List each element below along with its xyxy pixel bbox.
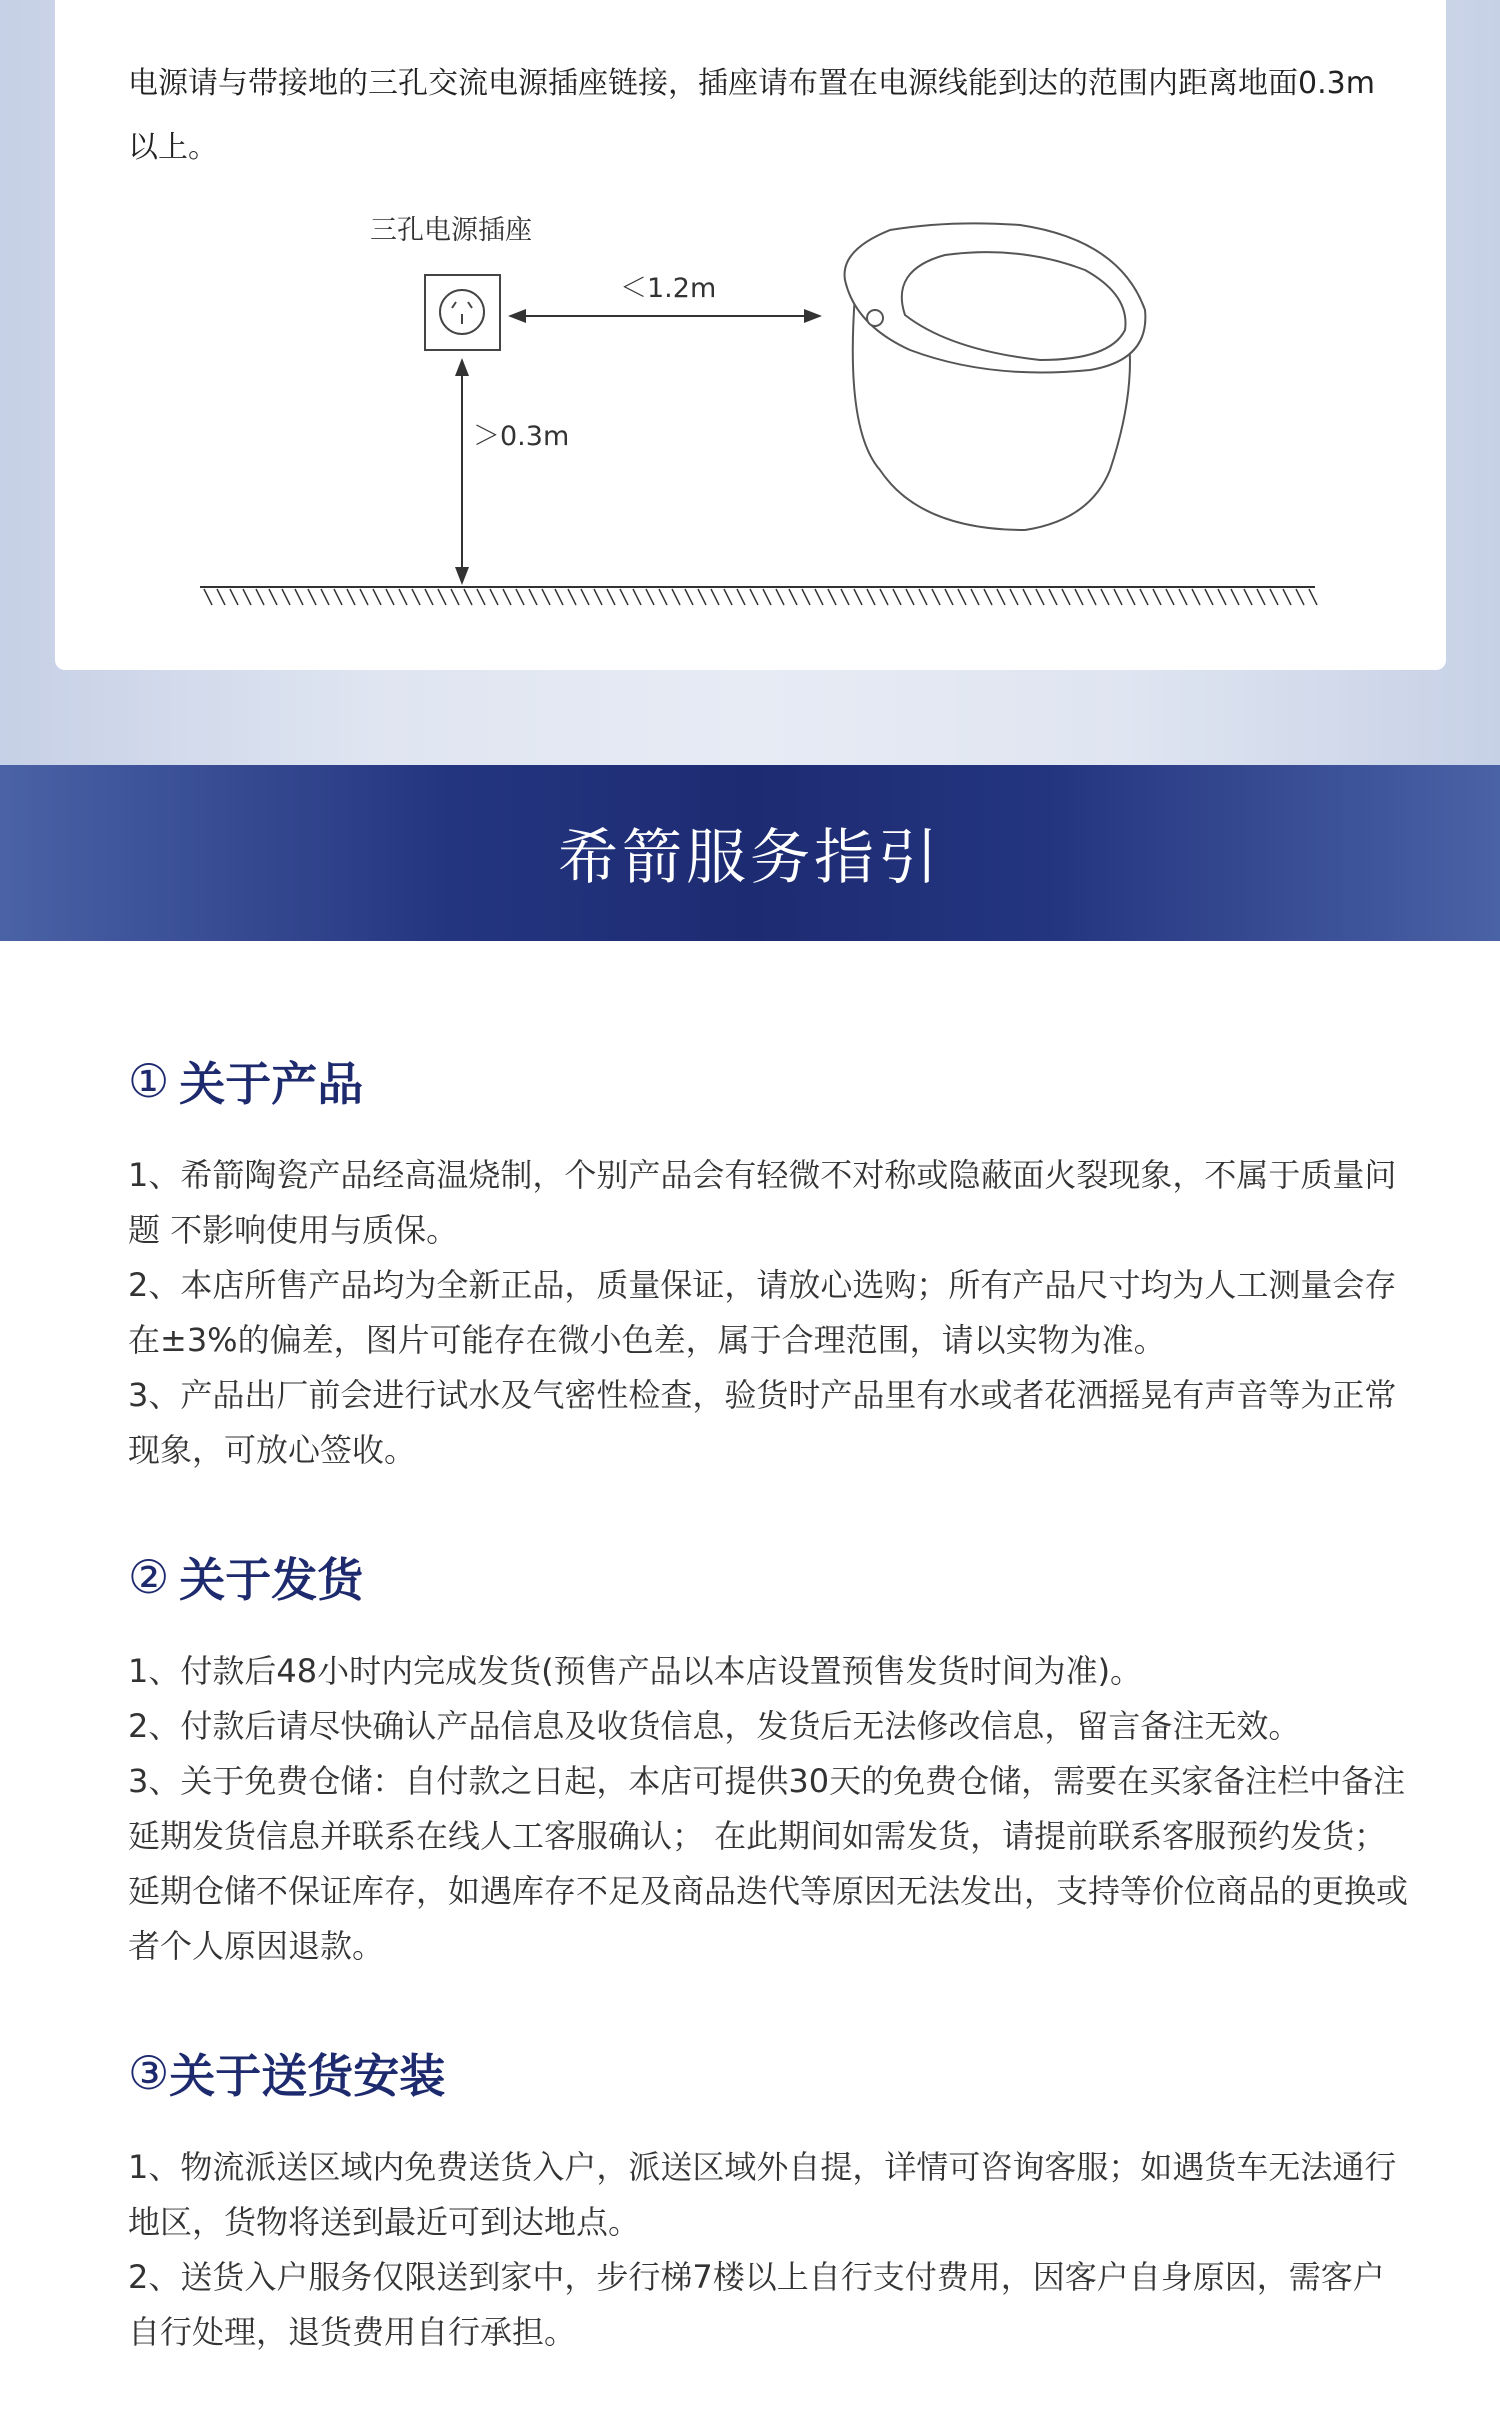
installation-diagram <box>190 200 1330 620</box>
list-item: 1、物流派送区域内免费送货入户，派送区域外自提，详情可咨询客服；如遇货车无法通行地区，货物将送到最近可到达地点。 <box>128 2148 1397 2241</box>
power-requirement-text: 电源请与带接地的三孔交流电源插座链接，插座请布置在电源线能到达的范围内距离地面0.3m以上。 <box>128 66 1375 165</box>
service-guide-banner <box>0 765 1500 941</box>
list-item: 2、送货入户服务仅限送到家中，步行梯7楼以上自行支付费用，因客户自身原因，需客户自行处理，退货费用自行承担。 <box>128 2258 1385 2351</box>
vertical-distance-arrow <box>455 358 469 585</box>
list-item: 1、希箭陶瓷产品经高温烧制，个别产品会有轻微不对称或隐蔽面火裂现象，不属于质量问题 不影响使用与质保。 <box>128 1156 1397 1249</box>
section-shipping <box>128 1536 1408 1974</box>
list-item: 3、关于免费仓储：自付款之日起，本店可提供30天的免费仓储，需要在买家备注栏中备注延期发货信息并联系在线人工客服确认； 在此期间如需发货，请提前联系客服预约发货；延期仓储不保证库存，如遇库存不足及商品迭代等原因无法发出，支持等价位商品的更换或者个人原因退款。 <box>128 1762 1409 1965</box>
section-title: 关于送货安装 <box>169 2049 446 2103</box>
section-title: 关于发货 <box>179 1553 364 1607</box>
banner-title: 希箭服务指引 <box>558 823 942 893</box>
list-item: 2、付款后请尽快确认产品信息及收货信息，发货后无法修改信息，留言备注无效。 <box>128 1707 1301 1745</box>
section-product <box>128 1040 1408 1478</box>
toilet-illustration <box>845 223 1146 530</box>
section-heading <box>128 2032 1408 2114</box>
socket-icon <box>425 275 500 350</box>
list-item: 3、产品出厂前会进行试水及气密性检查，验货时产品里有水或者花洒摇晃有声音等为正常现象，可放心签收。 <box>128 1376 1397 1469</box>
horizontal-distance-arrow <box>508 309 822 323</box>
horizontal-distance-label: ＜1.2m <box>620 273 717 304</box>
section-heading <box>128 1536 1408 1618</box>
vertical-distance-label: ＞0.3m <box>473 421 570 452</box>
section-number: ③ <box>128 2046 170 2100</box>
list-item: 1、付款后48小时内完成发货(预售产品以本店设置预售发货时间为准)。 <box>128 1652 1143 1690</box>
socket-label: 三孔电源插座 <box>370 215 532 246</box>
list-item: 2、本店所售产品均为全新正品，质量保证，请放心选购；所有产品尺寸均为人工测量会存在±3%的偏差，图片可能存在微小色差，属于合理范围，请以实物为准。 <box>128 1266 1397 1359</box>
section-delivery <box>128 2032 1408 2360</box>
section-title: 关于产品 <box>179 1057 364 1111</box>
section-heading <box>128 1040 1408 1122</box>
section-number: ② <box>128 1550 170 1604</box>
section-number: ① <box>128 1054 170 1108</box>
floor-hatching <box>204 589 1317 605</box>
service-guide-content <box>128 1040 1408 2418</box>
